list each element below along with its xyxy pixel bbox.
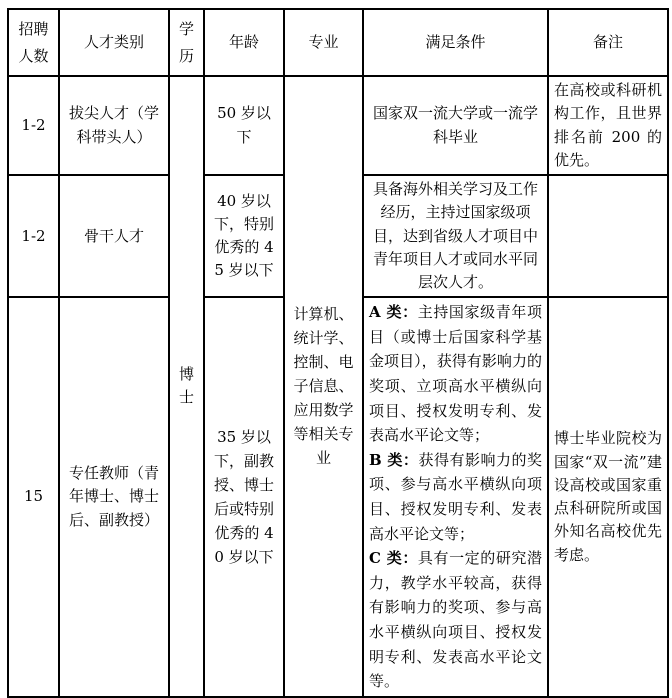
table-row-top-talent: [8, 76, 668, 175]
conditions-class-b: [369, 448, 542, 546]
col-header-major: 专业: [284, 9, 363, 76]
cell-age-row3: 35 岁以下，副教授、博士后或特别优秀的 40 岁以下: [204, 297, 284, 697]
recruitment-table: [7, 8, 669, 698]
class-c-text: 具有一定的研究潜力，教学水平较高，获得有影响力的奖项、参与高水平横纵向项目、授权发明专利、发表高水平论文等。: [369, 549, 542, 691]
cell-notes-row2: [548, 175, 668, 297]
class-c-label: C 类：: [369, 549, 418, 568]
cell-category-row3: 专任教师（青年博士、博士后、副教授）: [59, 297, 169, 697]
cell-count-row3: 15: [8, 297, 59, 697]
col-header-notes: 备注: [548, 9, 668, 76]
col-header-education: 学历: [169, 9, 204, 76]
cell-category-row1: 拔尖人才（学科带头人）: [59, 76, 169, 175]
col-header-conditions: 满足条件: [363, 9, 548, 76]
conditions-class-c: [369, 546, 542, 694]
cell-notes-row1: 在高校或科研机构工作，且世界排名前 200 的优先。: [548, 76, 668, 175]
class-b-text: 获得有影响力的奖项、参与高水平横纵向项目、授权发明专利、发表高水平论文等；: [369, 450, 542, 543]
class-a-text: 主持国家级青年项目（或博士后国家科学基金项目），获得有影响力的奖项、立项高水平横纵向项目、授权发明专利、发表高水平论文等；: [369, 303, 542, 445]
cell-notes-row3: 博士毕业院校为国家“双一流”建设高校或国家重点科研院所或国外知名高校优先考虑。: [548, 297, 668, 697]
cell-age-row1: 50 岁以下: [204, 76, 284, 175]
col-header-count: 招聘人数: [8, 9, 59, 76]
cell-education-merged: 博士: [169, 76, 204, 697]
cell-category-row2: 骨干人才: [59, 175, 169, 297]
cell-conditions-row2: 具备海外相关学习及工作经历，主持过国家级项目，达到省级人才项目中青年项目人才或同水平同层次人才。: [363, 175, 548, 297]
class-a-label: A 类：: [369, 303, 418, 322]
col-header-category: 人才类别: [59, 9, 169, 76]
cell-conditions-row1: 国家双一流大学或一流学科毕业: [363, 76, 548, 175]
conditions-class-a: [369, 300, 542, 448]
cell-count-row2: 1-2: [8, 175, 59, 297]
cell-age-row2: 40 岁以下，特别优秀的 45 岁以下: [204, 175, 284, 297]
col-header-age: 年龄: [204, 9, 284, 76]
cell-conditions-row3: [363, 297, 548, 697]
header-row: [8, 9, 668, 76]
cell-major-merged: 计算机、统计学、控制、电子信息、应用数学等相关专业: [284, 76, 363, 697]
cell-count-row1: 1-2: [8, 76, 59, 175]
class-b-label: B 类：: [369, 450, 419, 469]
